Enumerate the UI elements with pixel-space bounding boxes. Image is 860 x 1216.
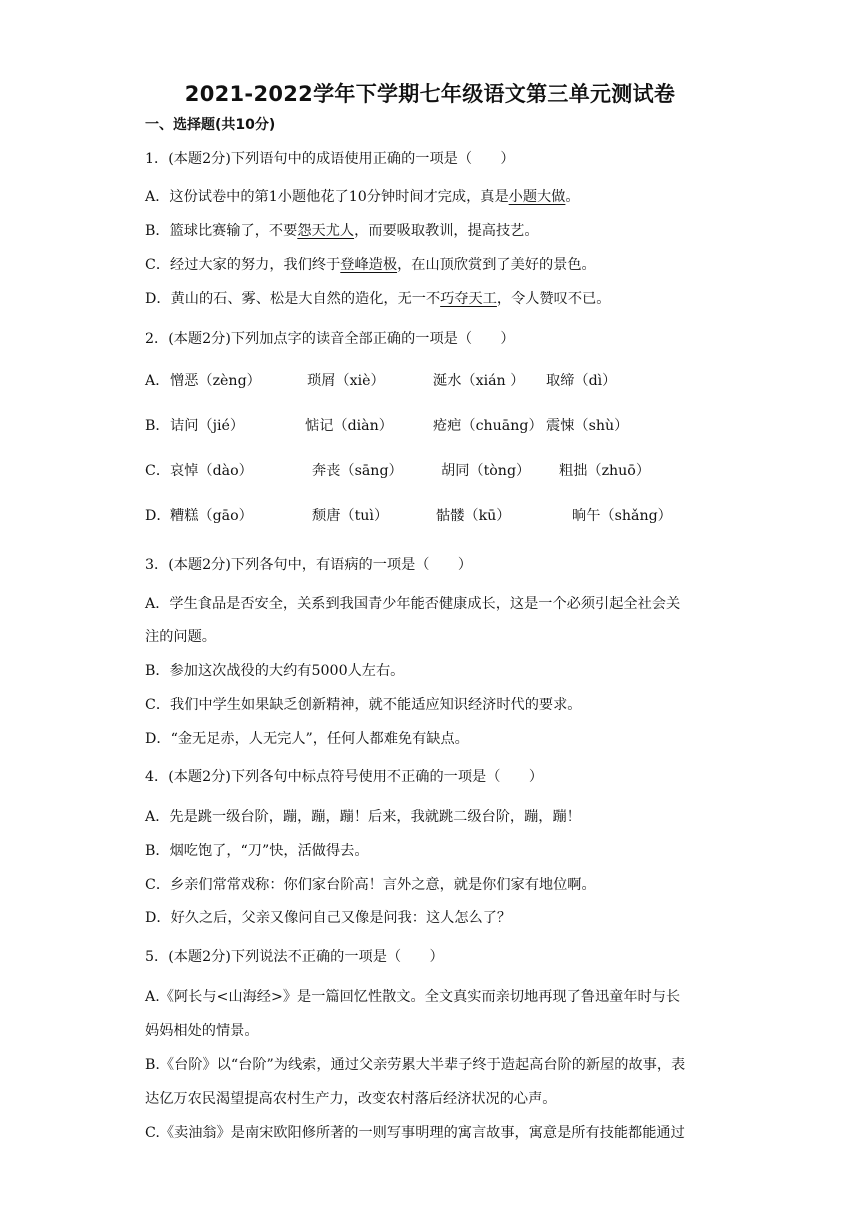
question-3-option-b: B．参加这次战役的大约有5000人左右。: [145, 663, 405, 679]
page-title: 2021-2022学年下学期七年级语文第三单元测试卷: [184, 82, 676, 106]
pinyin-item: 诘问（jié）: [170, 418, 245, 434]
pinyin-item: 涎水（xián ）: [433, 373, 525, 389]
section-heading: 一、选择题(共10分): [145, 117, 276, 133]
question-4-option-c: C．乡亲们常常戏称：你们家台阶高！言外之意，就是你们家有地位啊。: [145, 877, 596, 893]
pinyin-item: 疮疤（chuāng）: [433, 418, 543, 434]
pinyin-item: 憎恶（zèng）: [170, 373, 261, 389]
pinyin-item: 胡同（tòng）: [441, 463, 531, 479]
question-2-option-a-label: A．: [145, 373, 170, 389]
question-5-option-c: C.《卖油翁》是南宋欧阳修所著的一则写事明理的寓言故事，寓意是所有技能都能通过: [145, 1125, 685, 1141]
underlined-idiom: 巧夺天工: [440, 291, 497, 307]
question-5-stem: 5．(本题2分)下列说法不正确的一项是（ ）: [145, 949, 444, 965]
underlined-idiom: 小题大做: [508, 189, 566, 205]
question-4-option-a: A．先是跳一级台阶，蹦，蹦，蹦！后来，我就跳二级台阶，蹦，蹦！: [145, 809, 581, 825]
question-3-option-d: D．“金无足赤，人无完人”，任何人都难免有缺点。: [145, 731, 469, 747]
question-2-option-c-label: C．: [145, 463, 171, 479]
question-2-option-d-label: D．: [145, 508, 171, 524]
underlined-idiom: 怨天尤人: [297, 223, 355, 239]
question-3-option-c: C．我们中学生如果缺乏创新精神，就不能适应知识经济时代的要求。: [145, 697, 582, 713]
underlined-idiom: 登峰造极: [340, 257, 398, 273]
question-1-option-c: C．经过大家的努力，我们终于登峰造极，在山顶欣赏到了美好的景色。: [145, 257, 596, 273]
pinyin-item: 晌午（shǎng）: [572, 508, 672, 524]
pinyin-item: 哀悼（dào）: [170, 463, 253, 479]
question-5-option-b: B.《台阶》以“台阶”为线索，通过父亲劳累大半辈子终于造起高台阶的新屋的故事，表: [145, 1057, 686, 1073]
pinyin-item: 奔丧（sāng）: [312, 463, 403, 479]
question-2-stem: 2．(本题2分)下列加点字的读音全部正确的一项是（ ）: [145, 331, 515, 347]
question-4-option-d: D．好久之后，父亲又像问自己又像是问我：这人怎么了？: [145, 910, 512, 926]
question-1-option-a: A．这份试卷中的第1小题他花了10分钟时间才完成，真是小题大做。: [145, 189, 580, 205]
question-3-option-a: A．学生食品是否安全，关系到我国青少年能否健康成长，这是一个必须引起全社会关: [145, 596, 681, 612]
pinyin-item: 粗拙（zhuō）: [559, 463, 651, 479]
question-3-stem: 3．(本题2分)下列各句中，有语病的一项是（ ）: [145, 557, 473, 573]
question-2-option-b-label: B．: [145, 418, 170, 434]
question-5-option-a-cont: 妈妈相处的情景。: [145, 1023, 259, 1039]
pinyin-item: 颓唐（tuì）: [312, 508, 389, 524]
pinyin-item: 取缔（dì）: [546, 373, 617, 389]
question-1-option-d: D．黄山的石、雾、松是大自然的造化，无一不巧夺天工，令人赞叹不已。: [145, 291, 611, 307]
pinyin-item: 骷髅（kū）: [436, 508, 511, 524]
pinyin-item: 琐屑（xiè）: [307, 373, 385, 389]
question-5-option-a: A.《阿长与<山海经>》是一篇回忆性散文。全文真实而亲切地再现了鲁迅童年时与长: [145, 989, 681, 1005]
question-1-option-b: B．篮球比赛输了，不要怨天尤人，而要吸取教训，提高技艺。: [145, 223, 539, 239]
pinyin-item: 惦记（diàn）: [305, 418, 393, 434]
question-4-stem: 4．(本题2分)下列各句中标点符号使用不正确的一项是（ ）: [145, 769, 544, 785]
question-3-option-a-cont: 注的问题。: [145, 629, 216, 645]
question-5-option-b-cont: 达亿万农民渴望提高农村生产力，改变农村落后经济状况的心声。: [145, 1091, 557, 1107]
pinyin-item: 震悚（shù）: [546, 418, 629, 434]
question-1-stem: 1．(本题2分)下列语句中的成语使用正确的一项是（ ）: [145, 151, 515, 167]
pinyin-item: 糟糕（gāo）: [170, 508, 253, 524]
question-4-option-b: B．烟吃饱了，“刀”快，活做得去。: [145, 843, 369, 859]
